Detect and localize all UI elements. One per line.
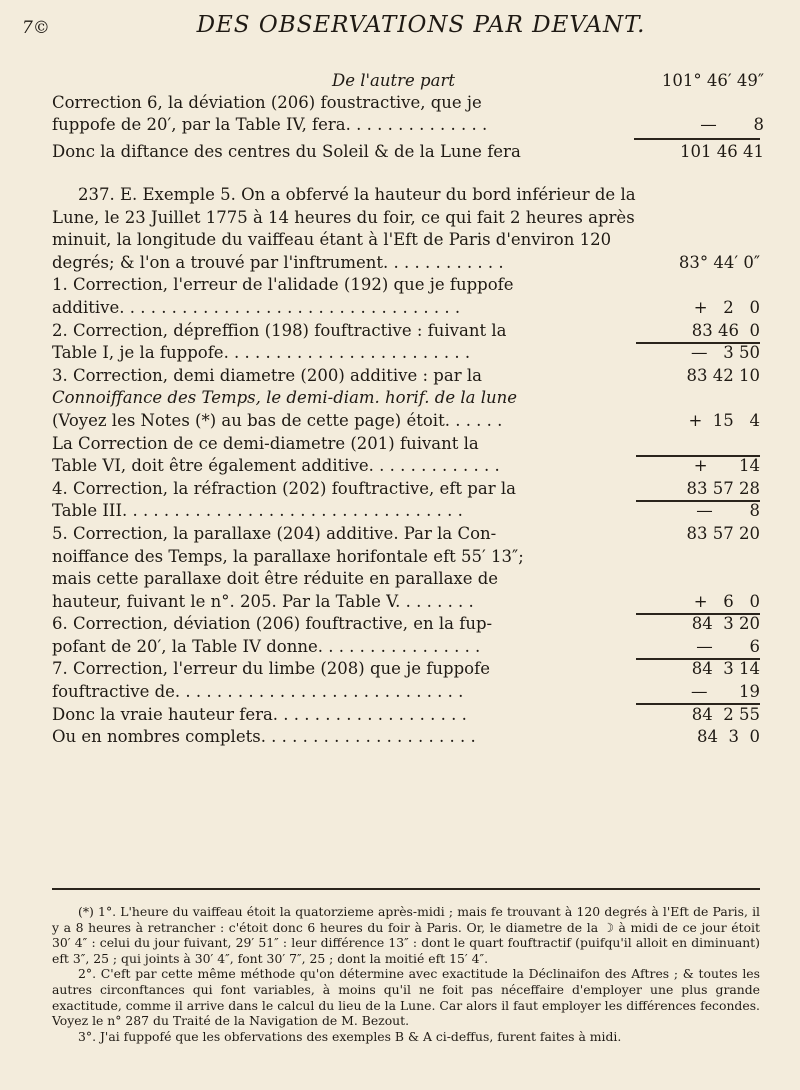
correction-6-line — [52, 92, 764, 114]
correction-6b-subtotal: 84 3 20 — [691, 614, 760, 634]
correction-6b-text: 6. Correction, déviation (206) fouftractive, en la fup- — [52, 614, 493, 634]
correction-3-value-2: + 14 — [693, 456, 760, 476]
correction-5 — [52, 523, 760, 546]
carry-over-value: 101° 46′ 49″ — [661, 71, 764, 90]
paragraph-237 — [52, 184, 760, 749]
correction-5-text-d: hauteur, fuivant le n°. 205. Par la Table V. . . . . . . . — [52, 591, 474, 611]
correction-5-value: + 6 0 — [693, 591, 760, 611]
rule — [636, 703, 760, 705]
correction-1-b — [52, 297, 760, 320]
correction-2-text: 2. Correction, dépreffion (198) fouftractive : fuivant la — [52, 320, 507, 340]
page-number: 7© — [22, 18, 50, 38]
correction-2 — [52, 320, 760, 343]
rule — [636, 500, 760, 502]
correction-2-b — [52, 342, 760, 365]
correction-2-text-b: Table I, je la fuppofe. . . . . . . . . . . . . . . . . . . . . . . . — [52, 343, 471, 363]
true-height-row — [52, 704, 760, 727]
correction-7-value: — 19 — [691, 682, 760, 702]
correction-6-line-2 — [52, 114, 764, 136]
complete-numbers-value: 84 3 0 — [697, 727, 760, 747]
correction-5-d — [52, 591, 760, 614]
instrument-row — [52, 252, 760, 275]
rule — [636, 613, 760, 615]
running-title: DES OBSERVATIONS PAR DEVANT. — [196, 12, 646, 38]
correction-3-b — [52, 387, 760, 410]
distance-result-value: 101 46 41 — [680, 142, 764, 161]
correction-7-text-b: fouftractive de. . . . . . . . . . . . . . . . . . . . . . . . . . . . — [52, 682, 464, 702]
correction-3-c — [52, 410, 760, 433]
correction-7-subtotal: 84 3 14 — [691, 659, 760, 679]
correction-4-text: 4. Correction, la réfraction (202) fouftractive, eft par la — [52, 478, 516, 498]
correction-3-text-e: Table VI, doit être également additive. . . . . . . . . . . . . — [52, 456, 500, 476]
correction-1-value: + 2 0 — [693, 297, 760, 317]
true-height-text: Donc la vraie hauteur fera. . . . . . . . . . . . . . . . . . . — [52, 704, 467, 724]
complete-numbers-row — [52, 726, 760, 749]
correction-6-text-2: fuppofe de 20′, par la Table IV, fera. . . . . . . . . . . . . . — [52, 115, 488, 134]
distance-result-line — [52, 141, 764, 163]
rule — [636, 455, 760, 457]
footnote-1: (*) 1°. L'heure du vaiffeau étoit la quatorzieme après-midi ; mais fe trouvant à 120 degrés à l'Eft de Paris, il y a 8 heures à retrancher : c'étoit donc 6 heures du foir à Paris. Or, le diametre de la ☽ à midi de ce jour étoit 30′ 4″ : celui du jour fuivant, 29′ 51″ : leur différence 13″ : dont le quart fouftractif (puifqu'il alloit en diminuant) eft 3″, 25 ; qui joints à 30′ 4″, font 30′ 7″, 25 ; dont la moitié eft 15′ 4″. — [52, 904, 760, 966]
correction-3-text-c: (Voyez les Notes (*) au bas de cette page) étoit. . . . . . — [52, 410, 503, 430]
carry-over-label: De l'autre part — [332, 71, 455, 90]
correction-5-b — [52, 546, 760, 569]
sum-rule — [634, 138, 760, 140]
correction-6-text: Correction 6, la déviation (206) foustractive, que je — [52, 93, 482, 112]
correction-4 — [52, 478, 760, 501]
distance-result-text: Donc la diftance des centres du Soleil & de la Lune fera — [52, 142, 521, 161]
instrument-text: degrés; & l'on a trouvé par l'inftrument. . . . . . . . . . . . — [52, 252, 504, 272]
true-height-value: 84 2 55 — [691, 704, 760, 724]
para-line: 237. E. Exemple 5. On a obfervé la hauteur du bord inférieur de la — [78, 185, 636, 204]
correction-3-text-b: Connoiffance des Temps, le demi-diam. horif. de la lune — [52, 388, 518, 408]
rule — [636, 658, 760, 660]
correction-3-text-d: La Correction de ce demi-diametre (201) fuivant la — [52, 433, 479, 453]
footnote-3: 3°. J'ai fuppofé que les obfervations des exemples B & A ci-deffus, furent faites à midi. — [78, 1028, 622, 1044]
correction-5-text: 5. Correction, la parallaxe (204) additive. Par la Con- — [52, 523, 497, 543]
correction-1-text-b: additive. . . . . . . . . . . . . . . . . . . . . . . . . . . . . . . . . — [52, 297, 461, 317]
correction-2-subtotal: 83 46 0 — [691, 320, 760, 340]
instrument-value: 83° 44′ 0″ — [678, 252, 760, 272]
running-header — [22, 12, 780, 52]
correction-1 — [52, 274, 760, 297]
footnotes — [52, 904, 760, 1044]
correction-6-b — [52, 636, 760, 659]
rule — [636, 342, 760, 344]
correction-7 — [52, 658, 760, 681]
correction-4-text-b: Table III. . . . . . . . . . . . . . . . . . . . . . . . . . . . . . . . . — [52, 501, 463, 521]
correction-6b-text-b: pofant de 20′, la Table IV donne. . . . . . . . . . . . . . . . — [52, 636, 481, 656]
correction-4-value: — 8 — [696, 501, 760, 521]
correction-7-b — [52, 681, 760, 704]
para-line: Lune, le 23 Juillet 1775 à 14 heures du foir, ce qui fait 2 heures après — [52, 207, 635, 227]
correction-3-subtotal: 83 42 10 — [686, 365, 760, 385]
correction-6b-value: — 6 — [696, 636, 760, 656]
correction-6 — [52, 613, 760, 636]
complete-numbers-text: Ou en nombres complets. . . . . . . . . . . . . . . . . . . . . — [52, 727, 476, 747]
correction-2-value: — 3 50 — [691, 343, 760, 363]
correction-3 — [52, 365, 760, 388]
correction-7-text: 7. Correction, l'erreur du limbe (208) que je fuppofe — [52, 659, 490, 679]
footnote-separator — [52, 888, 760, 890]
correction-6-value: — 8 — [700, 115, 764, 134]
correction-4-subtotal: 83 57 28 — [686, 478, 760, 498]
correction-1-text: 1. Correction, l'erreur de l'alidade (192) que je fuppofe — [52, 275, 514, 295]
correction-5-c — [52, 568, 760, 591]
correction-5-text-b: noiffance des Temps, la parallaxe horifontale eft 55′ 13″; — [52, 546, 524, 566]
footnote-2: 2°. C'eft par cette même méthode qu'on détermine avec exactitude la Déclinaifon des Aftres ; & toutes les autres circonftances qui font variables, à moins qu'il ne foit pas néceffaire d'employer une plus grande exactitude, comme il arrive dans le calcul du lieu de la Lune. Car alors il faut employer les différences fecondes. Voyez le n° 287 du Traité de la Navigation de M. Bezout. — [52, 966, 760, 1029]
correction-4-b — [52, 500, 760, 523]
correction-3-d — [52, 433, 760, 456]
correction-3-value: + 15 4 — [688, 410, 760, 430]
correction-5-subtotal: 83 57 20 — [686, 523, 760, 543]
correction-5-text-c: mais cette parallaxe doit être réduite en parallaxe de — [52, 569, 499, 589]
correction-3-text: 3. Correction, demi diametre (200) additive : par la — [52, 365, 482, 385]
para-line: minuit, la longitude du vaiffeau étant à l'Eft de Paris d'environ 120 — [52, 230, 612, 250]
correction-3-e — [52, 455, 760, 478]
